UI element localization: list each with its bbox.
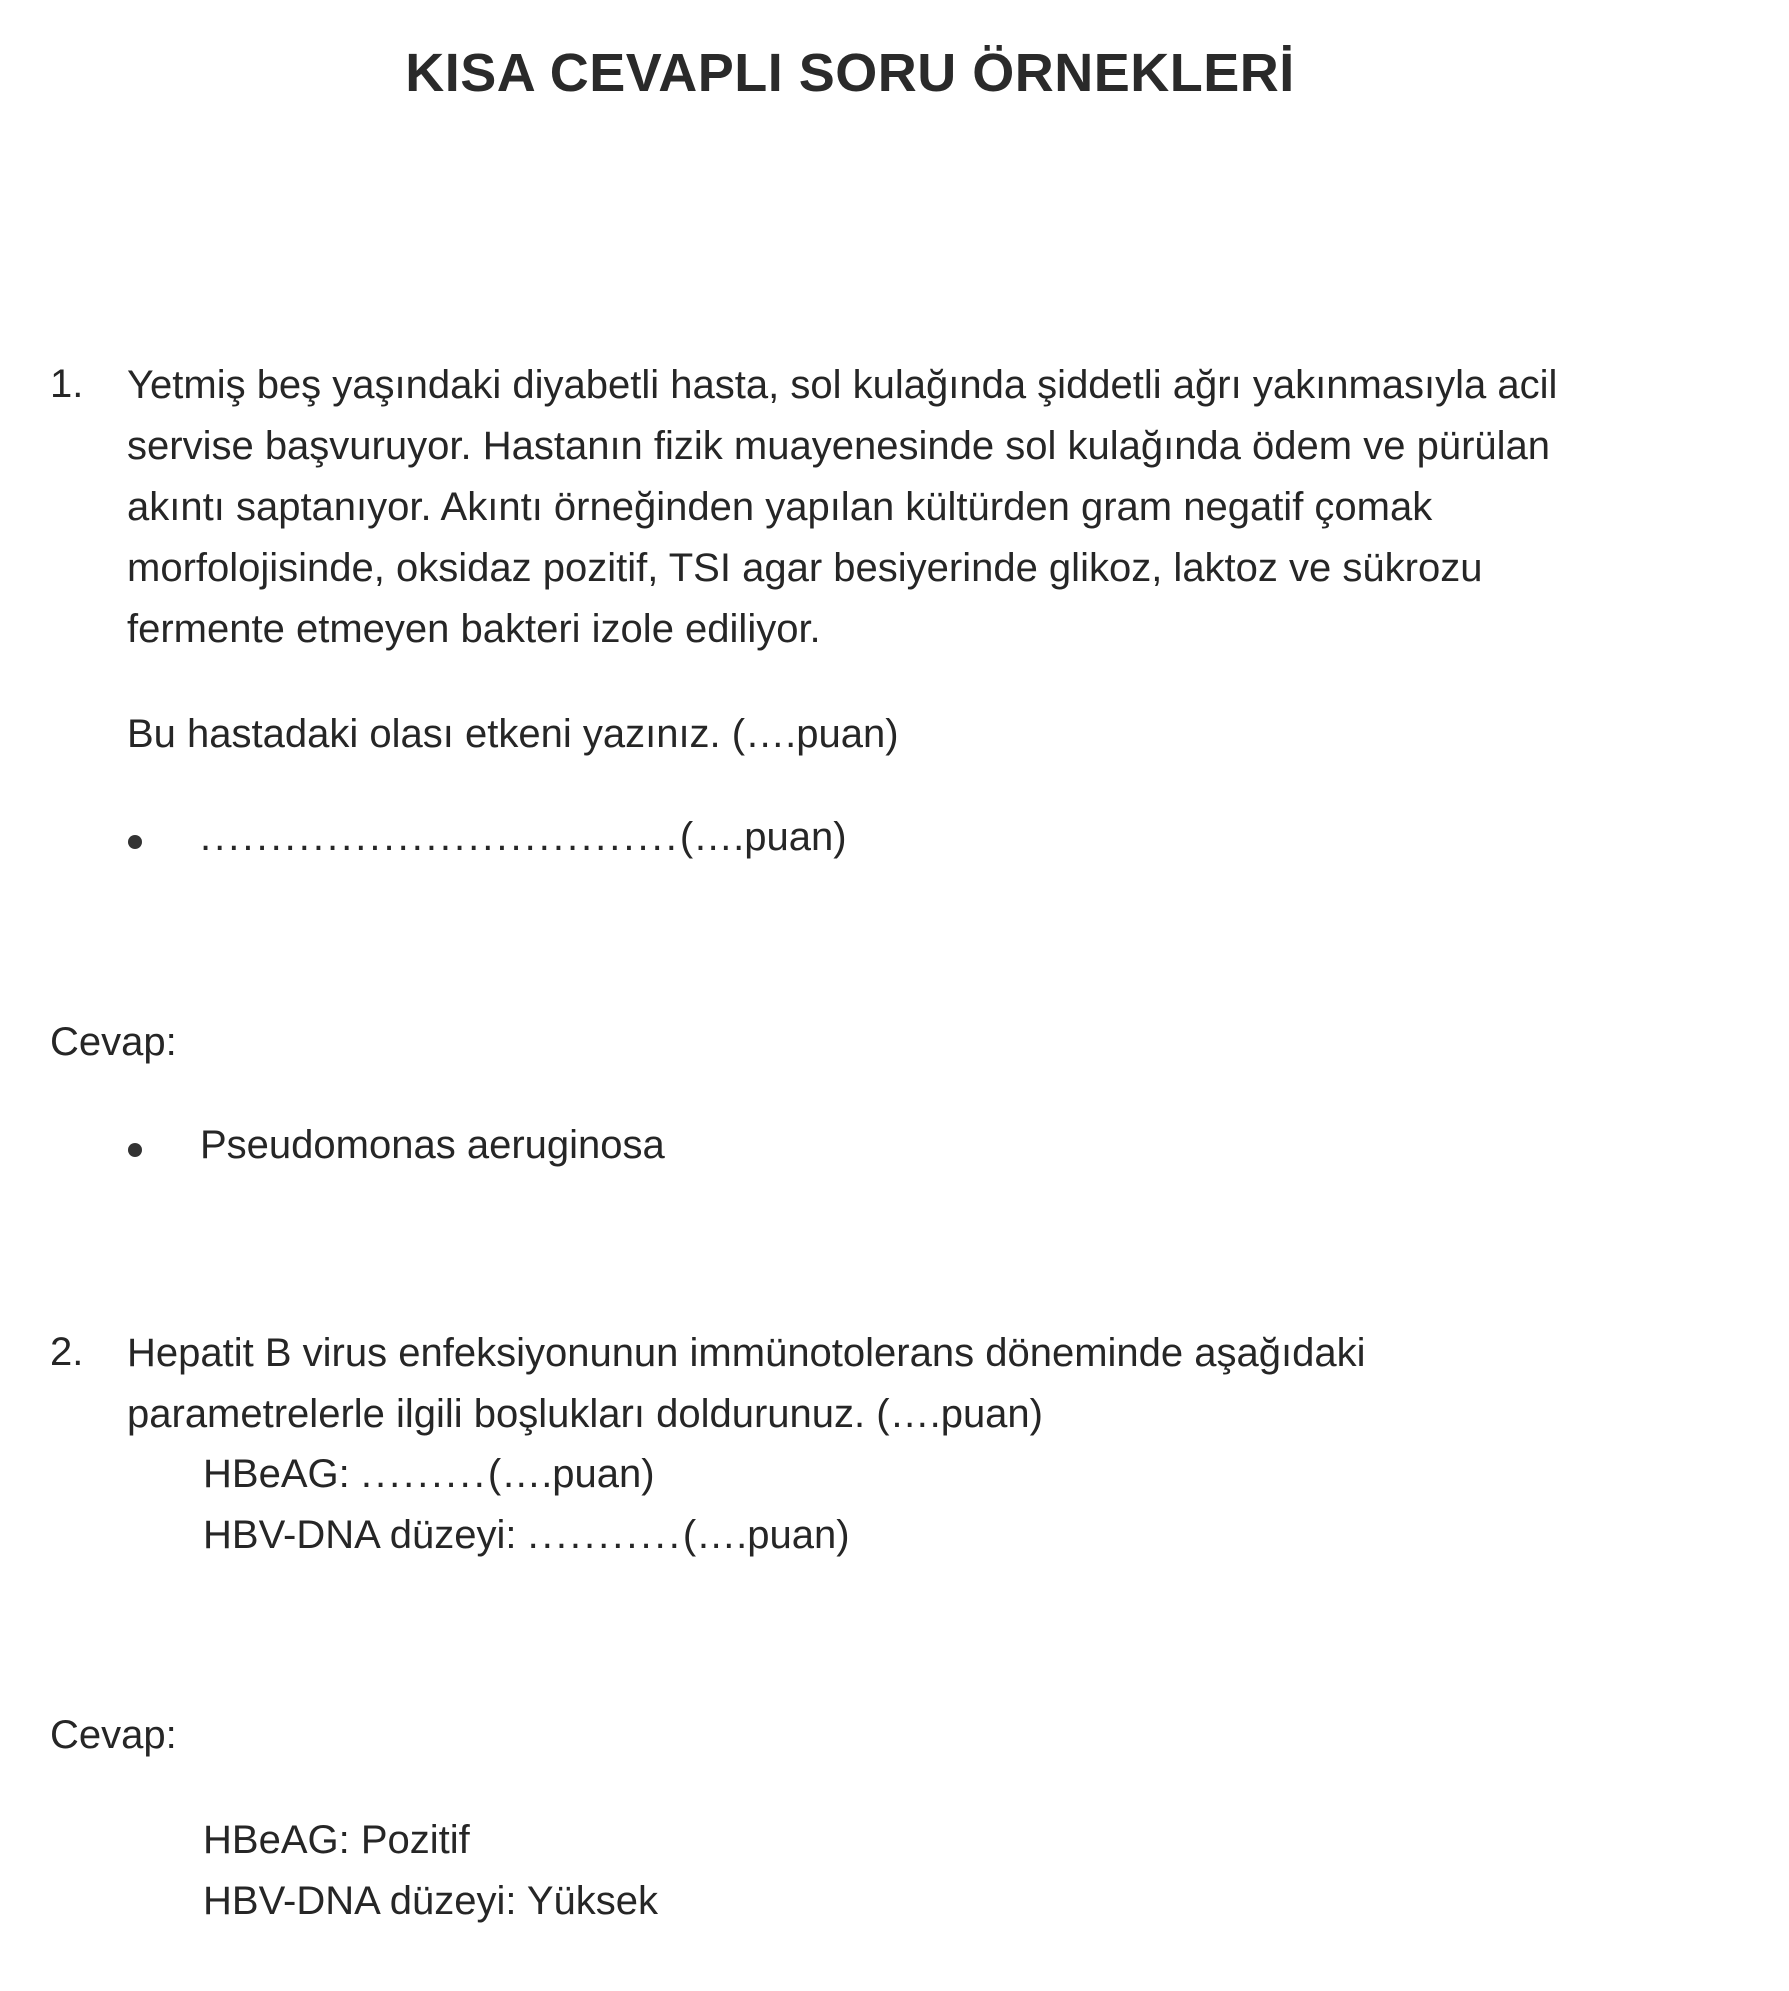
question-1-line: fermente etmeyen bakteri izole ediliyor. xyxy=(127,607,821,651)
blank-dots: .................................. xyxy=(200,815,680,859)
bullet-icon xyxy=(128,835,142,849)
question-2-text xyxy=(127,1323,1767,1445)
answer-2-hbeag: HBeAG: Pozitif xyxy=(203,1818,470,1862)
question-1-prompt: Bu hastadaki olası etkeni yazınız. (….puan) xyxy=(127,712,899,756)
question-2-hbeag-blank xyxy=(203,1452,655,1497)
question-1-text xyxy=(127,355,1767,660)
hbvdna-label: HBV-DNA düzeyi: xyxy=(203,1513,517,1557)
bullet-icon xyxy=(128,1143,142,1157)
hbeag-label: HBeAG: xyxy=(203,1452,350,1496)
points-label: (….puan) xyxy=(682,1513,850,1557)
blank-dots: ......... xyxy=(360,1452,488,1496)
answer-2-label: Cevap: xyxy=(50,1713,177,1757)
answer-1-label: Cevap: xyxy=(50,1020,177,1064)
question-1-line: morfolojisinde, oksidaz pozitif, TSI agar besiyerinde glikoz, laktoz ve sükrozu xyxy=(127,546,1483,590)
points-label: (….puan) xyxy=(487,1452,655,1496)
question-1-line: akıntı saptanıyor. Akıntı örneğinden yapılan kültürden gram negatif çomak xyxy=(127,485,1433,529)
answer-1-text: Pseudomonas aeruginosa xyxy=(200,1123,665,1167)
blank-dots: ........... xyxy=(527,1513,683,1557)
question-1-line: Yetmiş beş yaşındaki diyabetli hasta, sol kulağında şiddetli ağrı yakınmasıyla acil xyxy=(127,363,1558,407)
page-title: KISA CEVAPLI SORU ÖRNEKLERİ xyxy=(405,43,1295,103)
question-1-line: servise başvuruyor. Hastanın fizik muayenesinde sol kulağında ödem ve pürülan xyxy=(127,424,1551,468)
points-label: (….puan) xyxy=(679,815,847,859)
question-2-hbvdna-blank xyxy=(203,1513,850,1558)
answer-2-hbvdna: HBV-DNA düzeyi: Yüksek xyxy=(203,1879,659,1923)
question-2-line: Hepatit B virus enfeksiyonunun immünotolerans döneminde aşağıdaki xyxy=(127,1331,1366,1375)
question-2-line: parametrelerle ilgili boşlukları doldurunuz. (….puan) xyxy=(127,1392,1043,1436)
question-1-answer-blank xyxy=(200,815,847,860)
question-1-number: 1. xyxy=(50,362,84,406)
question-2-number: 2. xyxy=(50,1330,84,1374)
